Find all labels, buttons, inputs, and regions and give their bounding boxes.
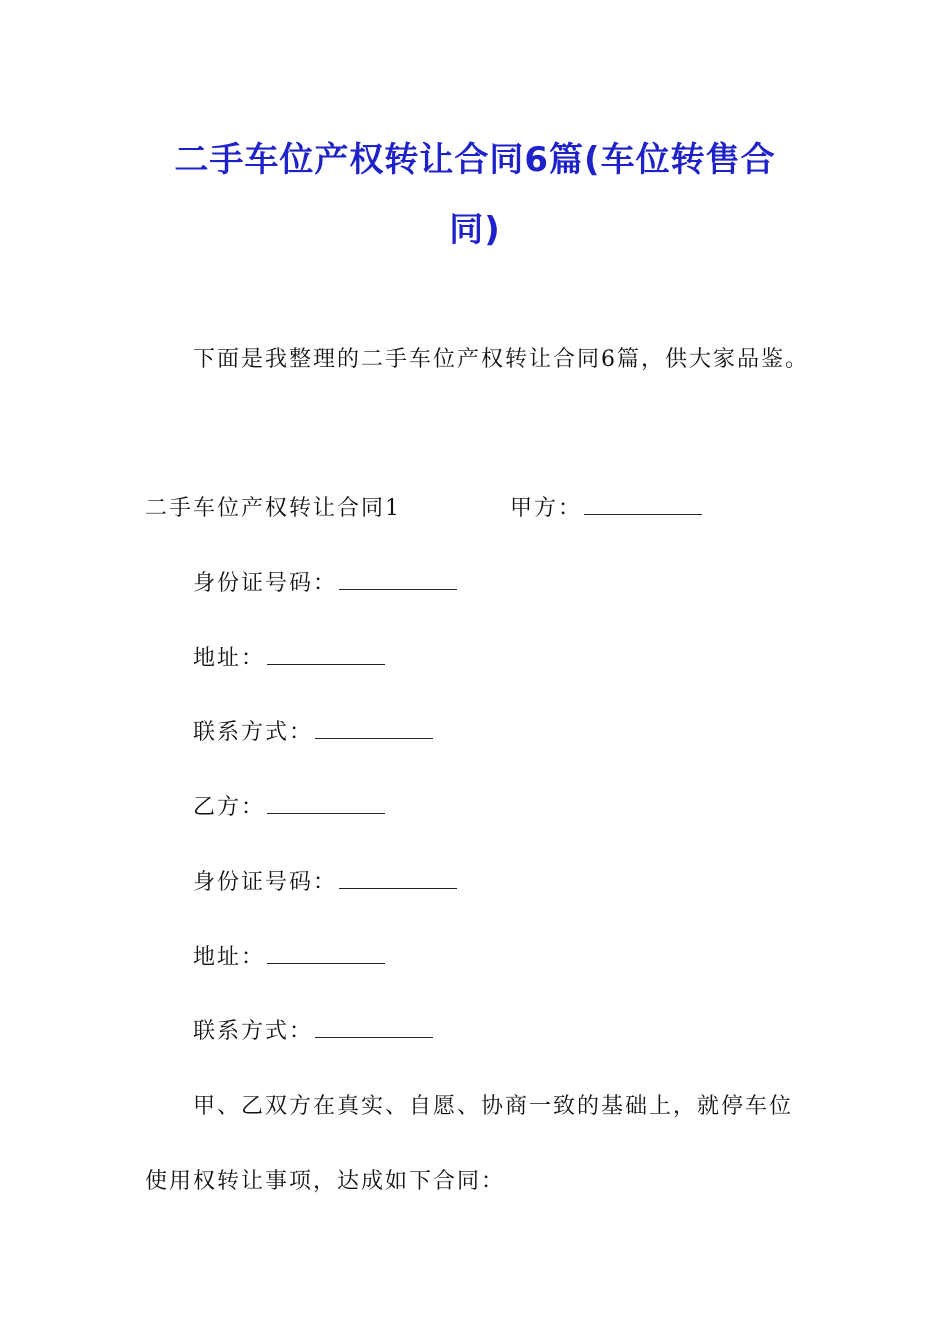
party-a-address-label: 地址： — [193, 646, 266, 671]
party-b-row — [193, 793, 385, 823]
body-paragraph-line-1: 甲、乙双方在真实、自愿、协商一致的基础上，就停车位 — [193, 1094, 794, 1119]
intro-paragraph: 下面是我整理的二手车位产权转让合同6篇，供大家品鉴。 — [193, 347, 809, 372]
party-b-id-label: 身份证号码： — [193, 870, 338, 895]
party-a-blank — [584, 494, 702, 515]
party-a-address-blank — [267, 644, 385, 665]
party-a-contact-row — [193, 718, 433, 748]
party-b-contact-row — [193, 1017, 433, 1047]
document-title-line-1: 二手车位产权转让合同6篇(车位转售合 — [174, 140, 776, 180]
party-b-address-row — [193, 943, 385, 973]
contract-heading: 二手车位产权转让合同1 — [145, 496, 401, 521]
document-title-line-2: 同) — [449, 210, 501, 250]
body-paragraph-line-2: 使用权转让事项，达成如下合同： — [145, 1169, 506, 1194]
party-b-label: 乙方： — [193, 795, 266, 820]
party-a-contact-blank — [315, 718, 433, 739]
party-a-id-row — [193, 569, 457, 599]
party-b-blank — [267, 793, 385, 814]
party-b-address-label: 地址： — [193, 945, 266, 970]
party-a-id-blank — [339, 569, 457, 590]
party-b-contact-blank — [315, 1017, 433, 1038]
party-b-address-blank — [267, 943, 385, 964]
party-a-id-label: 身份证号码： — [193, 571, 338, 596]
party-a-row — [510, 494, 702, 524]
party-a-label: 甲方： — [510, 496, 583, 521]
party-b-id-blank — [339, 868, 457, 889]
party-b-id-row — [193, 868, 457, 898]
party-a-contact-label: 联系方式： — [193, 720, 314, 745]
party-b-contact-label: 联系方式： — [193, 1019, 314, 1044]
party-a-address-row — [193, 644, 385, 674]
